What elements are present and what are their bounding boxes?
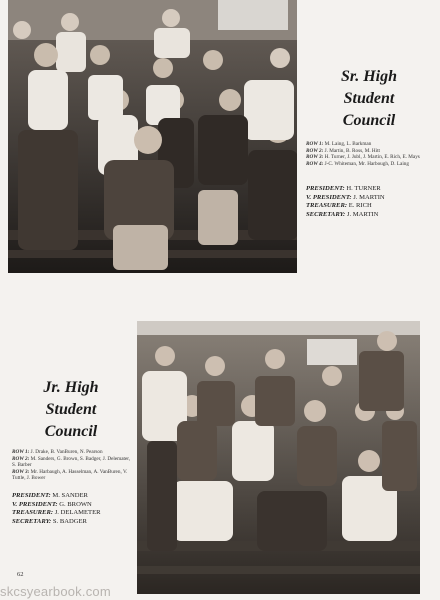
senior-high-group-photo bbox=[8, 0, 297, 273]
senior-high-title-line1: Sr. High bbox=[340, 68, 398, 85]
junior-high-title-line1: Jr. High bbox=[43, 379, 99, 396]
senior-high-officers bbox=[306, 185, 434, 219]
junior-high-president: PRESIDENT: M. SANDER bbox=[12, 492, 88, 499]
page-number: 62 bbox=[17, 571, 24, 578]
senior-high-row-2: ROW 2: J. Martin, B. Ross, M. Hitt bbox=[306, 147, 380, 154]
junior-high-vice-president: V. PRESIDENT: G. BROWN bbox=[12, 500, 92, 508]
senior-high-council-heading bbox=[306, 66, 432, 132]
junior-high-group-photo bbox=[137, 321, 420, 594]
senior-high-row-1: ROW 1: M. Laing, L. Barkman bbox=[306, 141, 372, 147]
junior-high-treasurer: TREASURER: J. DELAMETER bbox=[12, 509, 101, 517]
site-watermark: skcsyearbook.com bbox=[0, 584, 111, 599]
senior-high-title-line2: Student bbox=[343, 90, 395, 107]
senior-high-secretary: SECRETARY: J. MARTIN bbox=[306, 210, 379, 218]
junior-high-title-line2: Student bbox=[45, 401, 97, 418]
junior-high-secretary: SECRETARY: S. BADGER bbox=[12, 517, 87, 525]
junior-high-row-1: ROW 1: J. Drake, B. VanBuren, N. Pearson bbox=[12, 449, 103, 455]
senior-high-row-3: ROW 3: H. Turner, J. Jubl, J. Martin, E. Rich, E. Mays bbox=[306, 154, 420, 161]
senior-high-row-4: ROW 4: J-C. Whiteman, Mr. Harbough, D. Laing bbox=[306, 160, 409, 167]
junior-high-row-list bbox=[12, 449, 132, 482]
junior-high-council-heading bbox=[10, 377, 132, 443]
junior-high-title-line3: Council bbox=[44, 423, 98, 440]
senior-high-vice-president: V. PRESIDENT: J. MARTIN bbox=[306, 193, 385, 201]
senior-high-president: PRESIDENT: H. TURNER bbox=[306, 185, 381, 192]
junior-high-officers bbox=[12, 492, 132, 526]
junior-high-row-2: ROW 2: M. Sanders, G. Brown, S. Badger, J. Delemater, S. Barber bbox=[12, 455, 131, 469]
senior-high-row-list bbox=[306, 141, 434, 167]
senior-high-treasurer: TREASURER: E. RICH bbox=[306, 202, 372, 210]
junior-high-row-3: ROW 3: Mr. Harbaugh, A. Hasselman, A. VanBuren, V. Tuttle, J. Bower bbox=[12, 468, 128, 482]
senior-high-title-line3: Council bbox=[342, 112, 396, 129]
